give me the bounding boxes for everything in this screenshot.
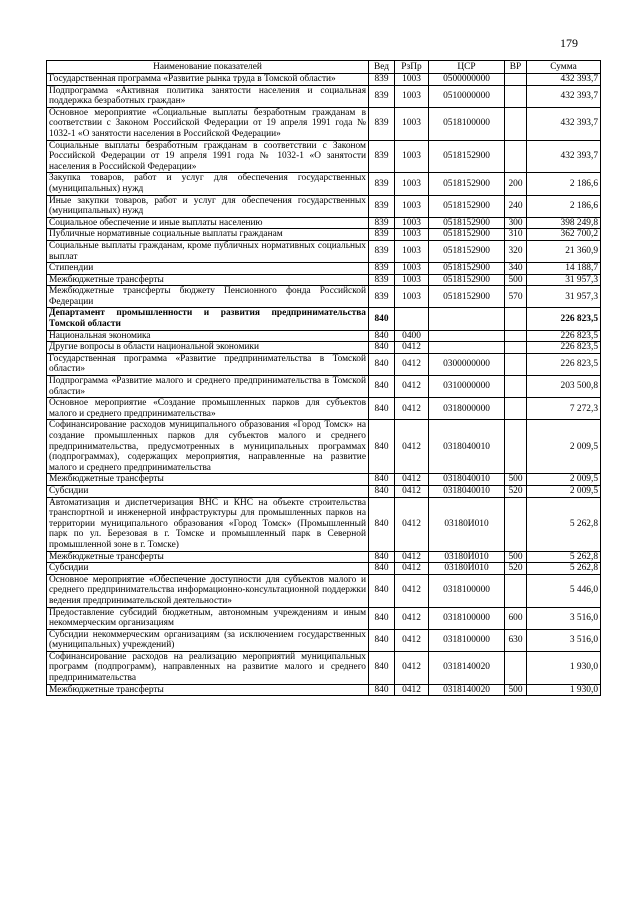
cell-csr: 0318100000 (429, 629, 505, 651)
table-row (47, 274, 601, 286)
cell-vr (505, 74, 527, 86)
cell-name: Национальная экономика (47, 330, 369, 342)
table-header-row (47, 61, 601, 74)
table-row (47, 74, 601, 86)
cell-ved: 840 (369, 574, 395, 607)
cell-rzpr: 0412 (395, 497, 429, 551)
cell-name: Основное мероприятие «Социальные выплаты безработным гражданам в соответствии с Законом Российской Федерации от 19 апреля 1991 года № 1032-1 «О занятости населения в Российской Федерации» (47, 107, 369, 140)
cell-vr: 320 (505, 240, 527, 262)
cell-vr (505, 398, 527, 420)
table-row (47, 240, 601, 262)
cell-vr (505, 497, 527, 551)
header-csr: ЦСР (429, 61, 505, 74)
table-row (47, 286, 601, 308)
cell-sum: 14 188,7 (527, 263, 601, 275)
cell-name: Софинансирование расходов муниципального образования «Город Томск» на создание промышленных парков для субъектов малого и среднего предпринимательства, предусмотренных в муниципальных программах (подпрограммах), содержащих мероприятия, направленные на развитие малого и среднего предпринимательства (47, 420, 369, 474)
cell-ved: 839 (369, 240, 395, 262)
cell-ved: 840 (369, 398, 395, 420)
cell-vr: 520 (505, 563, 527, 575)
cell-sum: 3 516,0 (527, 629, 601, 651)
cell-ved: 840 (369, 629, 395, 651)
cell-rzpr: 0412 (395, 563, 429, 575)
cell-rzpr: 0412 (395, 376, 429, 398)
cell-rzpr: 1003 (395, 107, 429, 140)
table-row (47, 607, 601, 629)
cell-sum: 5 262,8 (527, 497, 601, 551)
cell-sum: 226 823,5 (527, 308, 601, 330)
cell-ved: 839 (369, 85, 395, 107)
table-row (47, 342, 601, 354)
cell-sum: 31 957,3 (527, 286, 601, 308)
cell-vr (505, 342, 527, 354)
cell-sum: 5 262,8 (527, 563, 601, 575)
cell-rzpr: 0412 (395, 420, 429, 474)
cell-sum: 432 393,7 (527, 107, 601, 140)
cell-ved: 839 (369, 107, 395, 140)
cell-ved: 840 (369, 485, 395, 497)
cell-name: Другие вопросы в области национальной экономики (47, 342, 369, 354)
cell-vr (505, 85, 527, 107)
cell-sum: 31 957,3 (527, 274, 601, 286)
cell-ved: 839 (369, 286, 395, 308)
cell-csr (429, 308, 505, 330)
cell-csr: 0518152900 (429, 286, 505, 308)
cell-sum: 1 930,0 (527, 684, 601, 696)
table-row (47, 629, 601, 651)
table-row (47, 85, 601, 107)
cell-rzpr: 0412 (395, 629, 429, 651)
header-name: Наименование показателей (47, 61, 369, 74)
cell-csr: 0518152900 (429, 263, 505, 275)
cell-csr: 0300000000 (429, 353, 505, 375)
cell-name: Предоставление субсидий бюджетным, автономным учреждениям и иным некоммерческим организациям (47, 607, 369, 629)
cell-ved: 839 (369, 217, 395, 229)
cell-sum: 2 009,5 (527, 485, 601, 497)
table-row (47, 574, 601, 607)
budget-table (46, 60, 601, 696)
cell-vr: 500 (505, 474, 527, 486)
cell-ved: 839 (369, 263, 395, 275)
cell-sum: 5 446,0 (527, 574, 601, 607)
cell-vr: 520 (505, 485, 527, 497)
cell-ved: 840 (369, 551, 395, 563)
cell-csr: 0510000000 (429, 85, 505, 107)
table-row (47, 497, 601, 551)
cell-vr (505, 308, 527, 330)
cell-name: Межбюджетные трансферты (47, 551, 369, 563)
cell-rzpr: 1003 (395, 286, 429, 308)
cell-sum: 226 823,5 (527, 330, 601, 342)
cell-csr: 0518152900 (429, 274, 505, 286)
cell-ved: 839 (369, 74, 395, 86)
cell-csr: 0500000000 (429, 74, 505, 86)
cell-ved: 840 (369, 607, 395, 629)
cell-rzpr: 1003 (395, 85, 429, 107)
cell-ved: 839 (369, 140, 395, 173)
cell-ved: 840 (369, 330, 395, 342)
cell-sum: 2 186,6 (527, 173, 601, 195)
cell-name: Субсидии некоммерческим организациям (за исключением государственных (муниципальных) учреждений) (47, 629, 369, 651)
cell-csr: 0518152900 (429, 229, 505, 241)
cell-sum: 362 700,2 (527, 229, 601, 241)
cell-vr: 240 (505, 195, 527, 217)
cell-sum: 398 249,8 (527, 217, 601, 229)
cell-rzpr: 0412 (395, 651, 429, 684)
cell-vr: 300 (505, 217, 527, 229)
cell-sum: 432 393,7 (527, 74, 601, 86)
cell-csr (429, 330, 505, 342)
table-row (47, 229, 601, 241)
cell-vr: 500 (505, 684, 527, 696)
cell-rzpr: 1003 (395, 195, 429, 217)
cell-name: Иные закупки товаров, работ и услуг для обеспечения государственных (муниципальных) нужд (47, 195, 369, 217)
cell-ved: 840 (369, 497, 395, 551)
cell-rzpr: 0412 (395, 574, 429, 607)
cell-vr: 600 (505, 607, 527, 629)
table-row (47, 563, 601, 575)
cell-sum: 203 500,8 (527, 376, 601, 398)
cell-vr (505, 330, 527, 342)
cell-csr: 0318000000 (429, 398, 505, 420)
table-row (47, 551, 601, 563)
cell-csr: 0310000000 (429, 376, 505, 398)
cell-sum: 7 272,3 (527, 398, 601, 420)
cell-sum: 1 930,0 (527, 651, 601, 684)
header-sum: Сумма (527, 61, 601, 74)
cell-vr (505, 107, 527, 140)
cell-ved: 840 (369, 353, 395, 375)
cell-vr (505, 376, 527, 398)
cell-vr: 500 (505, 551, 527, 563)
cell-rzpr: 1003 (395, 74, 429, 86)
cell-vr: 630 (505, 629, 527, 651)
cell-rzpr: 1003 (395, 140, 429, 173)
cell-vr (505, 420, 527, 474)
cell-csr: 0318040010 (429, 485, 505, 497)
cell-name: Социальные выплаты гражданам, кроме публичных нормативных социальных выплат (47, 240, 369, 262)
cell-name: Подпрограмма «Развитие малого и среднего предпринимательства в Томской области» (47, 376, 369, 398)
cell-vr (505, 651, 527, 684)
cell-csr: 0518152900 (429, 217, 505, 229)
cell-rzpr: 0412 (395, 684, 429, 696)
cell-ved: 840 (369, 474, 395, 486)
cell-vr (505, 353, 527, 375)
cell-vr: 310 (505, 229, 527, 241)
table-row (47, 308, 601, 330)
cell-csr: 0318040010 (429, 420, 505, 474)
cell-name: Межбюджетные трансферты (47, 684, 369, 696)
cell-csr: 03180И010 (429, 563, 505, 575)
cell-name: Субсидии (47, 563, 369, 575)
cell-rzpr: 0412 (395, 342, 429, 354)
cell-rzpr: 0412 (395, 474, 429, 486)
cell-vr (505, 140, 527, 173)
cell-csr: 03180И010 (429, 551, 505, 563)
cell-csr: 0318140020 (429, 651, 505, 684)
cell-rzpr: 0412 (395, 551, 429, 563)
cell-name: Межбюджетные трансферты бюджету Пенсионного фонда Российской Федерации (47, 286, 369, 308)
table-row (47, 398, 601, 420)
header-rzpr: РзПр (395, 61, 429, 74)
cell-vr: 500 (505, 274, 527, 286)
cell-name: Закупка товаров, работ и услуг для обеспечения государственных (муниципальных) нужд (47, 173, 369, 195)
cell-name: Стипендии (47, 263, 369, 275)
cell-rzpr: 0400 (395, 330, 429, 342)
table-row (47, 263, 601, 275)
cell-sum: 432 393,7 (527, 140, 601, 173)
cell-vr (505, 574, 527, 607)
table-row (47, 651, 601, 684)
cell-csr: 0318100000 (429, 607, 505, 629)
cell-csr: 0518152900 (429, 173, 505, 195)
cell-sum: 432 393,7 (527, 85, 601, 107)
cell-name: Государственная программа «Развитие рынка труда в Томской области» (47, 74, 369, 86)
cell-name: Социальное обеспечение и иные выплаты населению (47, 217, 369, 229)
cell-ved: 839 (369, 274, 395, 286)
cell-rzpr: 1003 (395, 263, 429, 275)
table-row (47, 195, 601, 217)
cell-name: Софинансирование расходов на реализацию мероприятий муниципальных программ (подпрограмм), направленных на развитие малого и среднего предпринимательства (47, 651, 369, 684)
cell-name: Подпрограмма «Активная политика занятости населения и социальная поддержка безработных граждан» (47, 85, 369, 107)
cell-name: Межбюджетные трансферты (47, 274, 369, 286)
cell-ved: 840 (369, 376, 395, 398)
cell-rzpr: 0412 (395, 353, 429, 375)
cell-name: Основное мероприятие «Обеспечение доступности для субъектов малого и среднего предпринимательства информационно-консультационной поддержки ведения предпринимательской деятельности» (47, 574, 369, 607)
page-number: 179 (560, 36, 578, 50)
cell-name: Субсидии (47, 485, 369, 497)
cell-rzpr: 1003 (395, 229, 429, 241)
cell-vr: 570 (505, 286, 527, 308)
header-vr: ВР (505, 61, 527, 74)
cell-csr: 0518152900 (429, 240, 505, 262)
cell-csr: 0318100000 (429, 574, 505, 607)
table-row (47, 173, 601, 195)
table-body (47, 74, 601, 696)
header-ved: Вед (369, 61, 395, 74)
cell-rzpr: 1003 (395, 217, 429, 229)
cell-name: Автоматизация и диспетчеризация ВНС и КНС на объекте строительства транспортной и инженерной инфраструктуры для промышленных парков на территории муниципального образования «Город Томск» (Промышленный парк по ул. Березовая в г. Томске и промышленный парк в Северной промышленной зоне в г. Томске) (47, 497, 369, 551)
table-row (47, 376, 601, 398)
cell-name: Социальные выплаты безработным гражданам в соответствии с Законом Российской Федерации от 19 апреля 1991 года № 1032-1 «О занятости населения в Российской Федерации» (47, 140, 369, 173)
cell-rzpr: 0412 (395, 485, 429, 497)
table-row (47, 420, 601, 474)
cell-ved: 840 (369, 563, 395, 575)
cell-ved: 839 (369, 173, 395, 195)
cell-rzpr: 0412 (395, 607, 429, 629)
cell-rzpr (395, 308, 429, 330)
table-row (47, 353, 601, 375)
table-row (47, 140, 601, 173)
cell-csr: 0318040010 (429, 474, 505, 486)
cell-ved: 839 (369, 229, 395, 241)
cell-sum: 21 360,9 (527, 240, 601, 262)
cell-sum: 3 516,0 (527, 607, 601, 629)
cell-csr (429, 342, 505, 354)
cell-sum: 5 262,8 (527, 551, 601, 563)
cell-sum: 226 823,5 (527, 353, 601, 375)
table-row (47, 330, 601, 342)
cell-ved: 839 (369, 195, 395, 217)
cell-ved: 840 (369, 342, 395, 354)
cell-csr: 03180И010 (429, 497, 505, 551)
cell-vr: 340 (505, 263, 527, 275)
cell-name: Основное мероприятие «Создание промышленных парков для субъектов малого и среднего предпринимательства» (47, 398, 369, 420)
cell-ved: 840 (369, 651, 395, 684)
cell-sum: 226 823,5 (527, 342, 601, 354)
cell-csr: 0518152900 (429, 195, 505, 217)
table-row (47, 684, 601, 696)
cell-rzpr: 1003 (395, 173, 429, 195)
table-row (47, 107, 601, 140)
cell-ved: 840 (369, 684, 395, 696)
cell-vr: 200 (505, 173, 527, 195)
cell-name: Межбюджетные трансферты (47, 474, 369, 486)
cell-csr: 0518152900 (429, 140, 505, 173)
cell-name: Государственная программа «Развитие предпринимательства в Томской области» (47, 353, 369, 375)
cell-name: Публичные нормативные социальные выплаты гражданам (47, 229, 369, 241)
table-row (47, 474, 601, 486)
cell-ved: 840 (369, 308, 395, 330)
cell-csr: 0518100000 (429, 107, 505, 140)
cell-sum: 2 186,6 (527, 195, 601, 217)
cell-name: Департамент промышленности и развития предпринимательства Томской области (47, 308, 369, 330)
cell-csr: 0318140020 (429, 684, 505, 696)
cell-sum: 2 009,5 (527, 420, 601, 474)
cell-rzpr: 0412 (395, 398, 429, 420)
cell-ved: 840 (369, 420, 395, 474)
cell-sum: 2 009,5 (527, 474, 601, 486)
cell-rzpr: 1003 (395, 240, 429, 262)
cell-rzpr: 1003 (395, 274, 429, 286)
table-row (47, 217, 601, 229)
table-row (47, 485, 601, 497)
